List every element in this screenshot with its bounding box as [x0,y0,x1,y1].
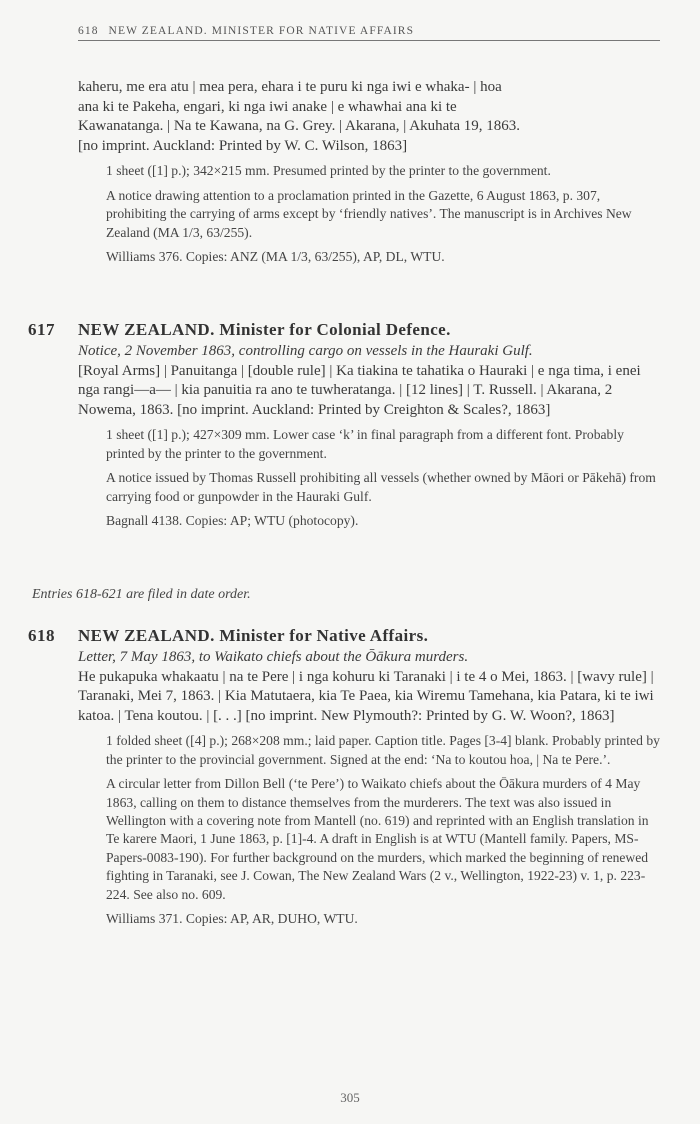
content-note: A notice issued by Thomas Russell prohibiting all vessels (whether owned by Māori or Pākehā) from carrying food or gunpowder in the Hauraki Gulf. [106,470,656,504]
references-note: Williams 371. Copies: AP, AR, DUHO, WTU. [106,911,358,927]
entry-heading: NEW ZEALAND. Minister for Colonial Defence. [78,320,451,339]
content-note: A notice drawing attention to a proclamation printed in the Gazette, 6 August 1863, p. 307, prohibiting the carrying of arms except by ‘friendly natives’. The manuscript is in Archives New Zealand (MA 1/3, 63/255). [106,187,632,240]
physical-description: 1 sheet ([1] p.); 342×215 mm. Presumed printed by the printer to the government. [106,163,551,179]
entry-617 [28,320,660,536]
physical-description: 1 folded sheet ([4] p.); 268×208 mm.; laid paper. Caption title. Pages [3-4] blank. Probably printed by the printer to the provincial government. Signed at the end: ‘Na to koutou hoa, | Na te Pere.’. [106,733,660,767]
entry-heading: NEW ZEALAND. Minister for Native Affairs. [78,626,429,645]
continuation-line: ana ki te Pakeha, engari, ki nga iwi anake | e whawhai ana ki te [78,98,457,115]
running-title: NEW ZEALAND. MINISTER FOR NATIVE AFFAIRS [108,25,415,37]
references-note: Williams 376. Copies: ANZ (MA 1/3, 63/255), AP, DL, WTU. [106,249,445,264]
page-number: 618 [78,25,99,37]
references-note: Bagnall 4138. Copies: AP; WTU (photocopy). [106,513,359,528]
continuation-line: Kawanatanga. | Na te Kawana, na G. Grey. | Akarana, | Akuhata 19, 1863. [78,118,521,135]
entry-transcription: [Royal Arms] | Panuitanga | [double rule] | Ka tiakina te tahatika o Hauraki | e nga tima, i enei nga rangi—a— | kia panuitia ra ano te tuwheratanga. | [12 lines] | T. Russell. | Akarana, 2 Nowema, 1863. [no imprint. Auckland: Printed by Creighton & Scales?, 1863] [78,362,641,418]
filing-note: Entries 618-621 are filed in date order. [32,587,251,602]
running-head [78,25,660,41]
continuation-imprint: [no imprint. Auckland: Printed by W. C. Wilson, 1863] [78,137,408,154]
physical-description: 1 sheet ([1] p.); 427×309 mm. Lower case ‘k’ in final paragraph from a different font. Probably printed by the printer to the government. [106,427,624,461]
continuation-line: kaheru, me era atu | mea pera, ehara i te puru ki nga iwi e whaka- | hoa [78,79,502,95]
entry-618 [28,626,660,934]
entry-transcription: He pukapuka whakaatu | na te Pere | i nga kohuru ki Taranaki | i te 4 o Mei, 1863. | [wavy rule] | Taranaki, Mei 7, 1863. | Kia Matutaera, kia Te Paea, kia Wiremu Tamehana, kia Patara, ki te iwi katoa. | Tena koutou. | [. . .] [no imprint. New Plymouth?: Printed by G. W. Woon?, 1863] [78,668,654,724]
entry-notes [78,732,660,928]
entry-number: 618 [28,626,55,645]
entry-title-line: Notice, 2 November 1863, controlling cargo on vessels in the Hauraki Gulf. [78,343,533,359]
content-note: A circular letter from Dillon Bell (‘te Pere’) to Waikato chiefs about the Ōākura murders of 4 May 1863, calling on them to distance themselves from the murderers. The text was also issued in Wellington with a covering note from Mantell (no. 619) and reprinted with an English translation in Te karere Maori, 1 June 1863, p. [1]-4. A draft in English is at WTU (Mantell family. Papers, MS-Papers-0083-190). For further background on the murders, which marked the beginning of renewed fighting in Taranaki, see J. Cowan, The New Zealand Wars (2 v., Wellington, 1922-23) v. 1, p. 223-224. See also no. 609. [106,776,649,902]
entry-number: 617 [28,320,55,339]
folio: 305 [340,1090,360,1105]
continuation-notes [78,162,660,266]
entry-title-line: Letter, 7 May 1863, to Waikato chiefs about the Ōākura murders. [78,649,469,665]
continuation-block [78,78,660,272]
entry-notes [78,426,660,530]
